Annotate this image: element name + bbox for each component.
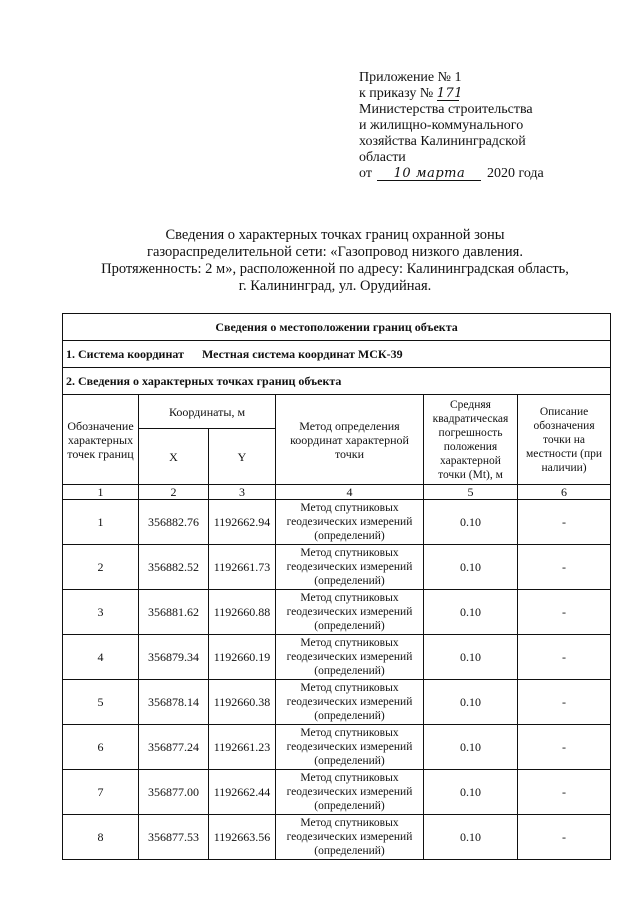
y-coordinate-cell: 1192660.88 [209, 590, 276, 635]
table-row [63, 680, 611, 725]
column-number: 6 [518, 485, 611, 500]
point-number-cell: 5 [63, 680, 139, 725]
column-number: 2 [139, 485, 209, 500]
description-cell: - [518, 770, 611, 815]
boundary-points-table [62, 313, 611, 860]
column-header-row-1 [63, 395, 611, 429]
order-reference [359, 86, 619, 102]
column-number-row [63, 485, 611, 500]
table-row [63, 500, 611, 545]
date-suffix: 2020 года [486, 166, 544, 181]
section-header-row [63, 314, 611, 341]
point-number-cell: 8 [63, 815, 139, 860]
description-cell: - [518, 500, 611, 545]
y-coordinate-cell: 1192660.19 [209, 635, 276, 680]
col-header-x: X [139, 429, 209, 485]
appendix-block [359, 70, 619, 182]
points-header: 2. Сведения о характерных точках границ объекта [63, 368, 611, 395]
coord-system-label: 1. Система координат [66, 347, 184, 361]
error-cell: 0.10 [424, 500, 518, 545]
title-line-1: Сведения о характерных точках границ охранной зоны [165, 227, 505, 243]
column-number: 4 [276, 485, 424, 500]
method-cell: Метод спутниковых геодезических измерений (определений) [276, 725, 424, 770]
error-cell: 0.10 [424, 635, 518, 680]
ministry-line-4: области [359, 150, 406, 165]
method-cell: Метод спутниковых геодезических измерений (определений) [276, 815, 424, 860]
section-header: Сведения о местоположении границ объекта [63, 314, 611, 341]
date-handwritten: 10 марта [377, 167, 481, 181]
col-header-y: Y [209, 429, 276, 485]
appendix-title: Приложение № 1 [359, 70, 462, 85]
x-coordinate-cell: 356879.34 [139, 635, 209, 680]
points-header-row [63, 368, 611, 395]
col-header-error: Средняя квадратическая погрешность положения характерной точки (Mt), м [424, 395, 518, 485]
date-prefix: от [359, 166, 372, 181]
point-number-cell: 7 [63, 770, 139, 815]
ministry-line-3: хозяйства Калининградской [359, 134, 526, 149]
y-coordinate-cell: 1192661.73 [209, 545, 276, 590]
x-coordinate-cell: 356882.76 [139, 500, 209, 545]
col-header-designation: Обозначение характерных точек границ [63, 395, 139, 485]
col-header-description: Описание обозначения точки на местности (при наличии) [518, 395, 611, 485]
point-number-cell: 6 [63, 725, 139, 770]
description-cell: - [518, 545, 611, 590]
x-coordinate-cell: 356877.24 [139, 725, 209, 770]
table-row [63, 590, 611, 635]
x-coordinate-cell: 356877.53 [139, 815, 209, 860]
column-number: 5 [424, 485, 518, 500]
point-number-cell: 3 [63, 590, 139, 635]
title-line-4: г. Калининград, ул. Орудийная. [238, 278, 432, 294]
y-coordinate-cell: 1192660.38 [209, 680, 276, 725]
order-number-handwritten: 171 [436, 86, 464, 101]
y-coordinate-cell: 1192662.94 [209, 500, 276, 545]
error-cell: 0.10 [424, 680, 518, 725]
description-cell: - [518, 815, 611, 860]
ministry-line-2: и жилищно-коммунального [359, 118, 524, 133]
table-row [63, 725, 611, 770]
error-cell: 0.10 [424, 815, 518, 860]
col-header-method: Метод определения координат характерной точки [276, 395, 424, 485]
error-cell: 0.10 [424, 545, 518, 590]
order-prefix: к приказу № [359, 86, 434, 101]
method-cell: Метод спутниковых геодезических измерений (определений) [276, 500, 424, 545]
coord-system-value: Местная система координат МСК-39 [201, 347, 403, 361]
table-row [63, 815, 611, 860]
x-coordinate-cell: 356882.52 [139, 545, 209, 590]
method-cell: Метод спутниковых геодезических измерений (определений) [276, 635, 424, 680]
title-line-2: газораспределительной сети: «Газопровод низкого давления. [147, 244, 523, 260]
point-number-cell: 4 [63, 635, 139, 680]
point-number-cell: 1 [63, 500, 139, 545]
description-cell: - [518, 635, 611, 680]
table-row [63, 770, 611, 815]
x-coordinate-cell: 356877.00 [139, 770, 209, 815]
method-cell: Метод спутниковых геодезических измерений (определений) [276, 545, 424, 590]
order-date [359, 166, 619, 182]
title-line-3: Протяженность: 2 м», расположенной по адресу: Калининградская область, [101, 261, 569, 277]
col-header-coordinates: Координаты, м [139, 395, 276, 429]
coord-system-row [63, 341, 611, 368]
coord-system-cell [63, 341, 611, 368]
description-cell: - [518, 590, 611, 635]
method-cell: Метод спутниковых геодезических измерений (определений) [276, 770, 424, 815]
ministry-line-1: Министерства строительства [359, 102, 533, 117]
table-row [63, 635, 611, 680]
column-number: 1 [63, 485, 139, 500]
error-cell: 0.10 [424, 590, 518, 635]
x-coordinate-cell: 356878.14 [139, 680, 209, 725]
description-cell: - [518, 680, 611, 725]
document-title [60, 227, 610, 295]
description-cell: - [518, 725, 611, 770]
y-coordinate-cell: 1192662.44 [209, 770, 276, 815]
error-cell: 0.10 [424, 770, 518, 815]
point-number-cell: 2 [63, 545, 139, 590]
y-coordinate-cell: 1192661.23 [209, 725, 276, 770]
method-cell: Метод спутниковых геодезических измерений (определений) [276, 590, 424, 635]
error-cell: 0.10 [424, 725, 518, 770]
x-coordinate-cell: 356881.62 [139, 590, 209, 635]
y-coordinate-cell: 1192663.56 [209, 815, 276, 860]
table-row [63, 545, 611, 590]
method-cell: Метод спутниковых геодезических измерений (определений) [276, 680, 424, 725]
column-number: 3 [209, 485, 276, 500]
